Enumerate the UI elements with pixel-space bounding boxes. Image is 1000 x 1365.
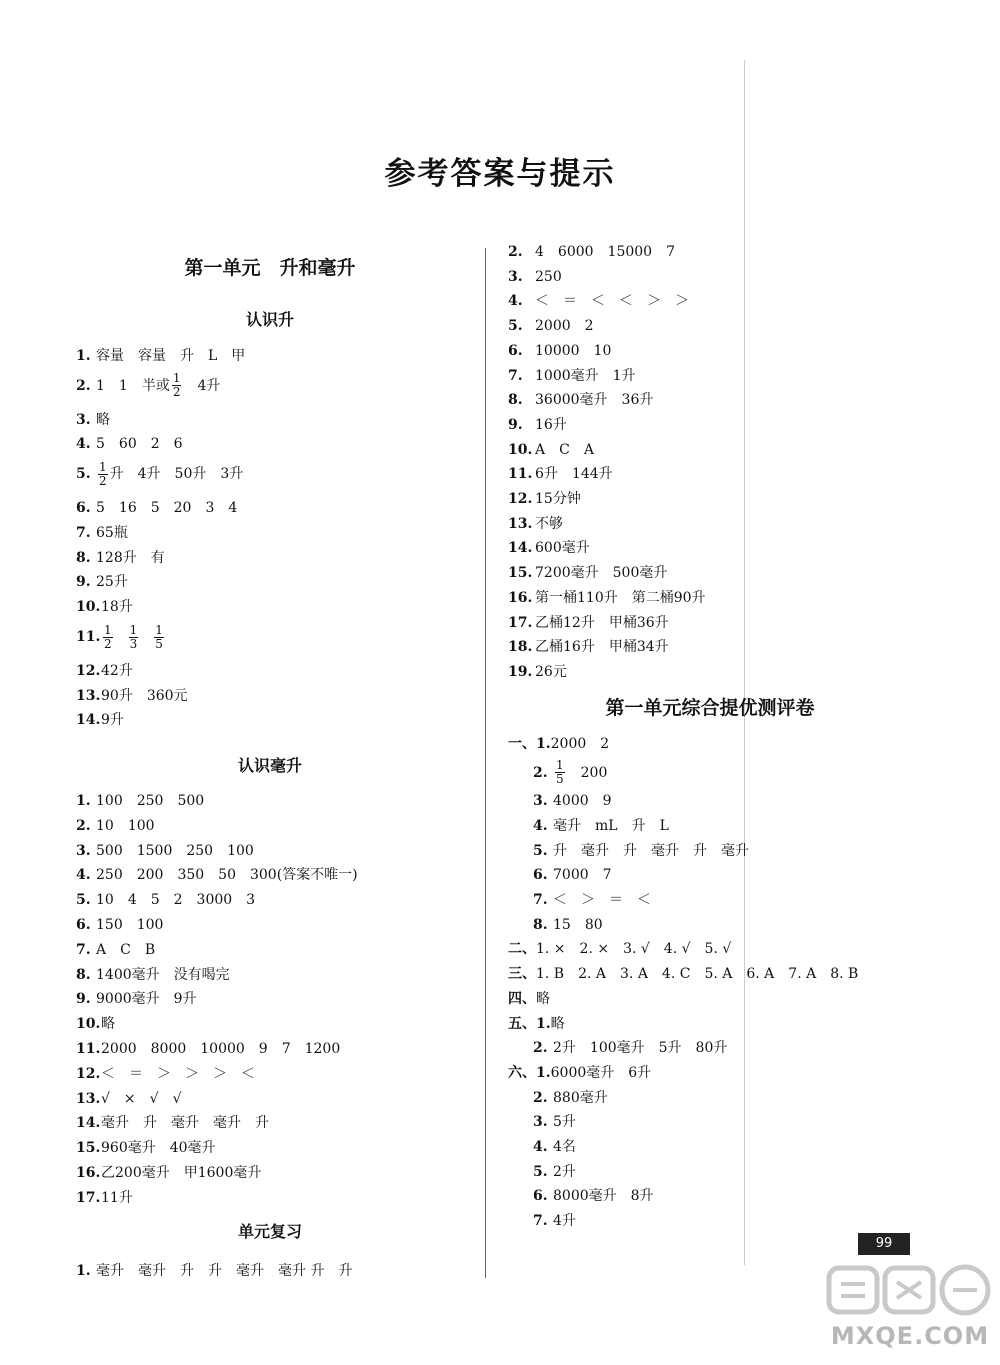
answer-number: 三、 — [508, 966, 536, 983]
answer-text: 9升 — [101, 712, 124, 729]
answer-number: 3. — [76, 842, 91, 859]
answer-item — [76, 841, 254, 861]
answer-number: 9. — [508, 416, 523, 433]
answer-number: 11. — [76, 1041, 101, 1057]
answer-number: 5. — [76, 892, 91, 909]
answer-text: A C B — [96, 941, 156, 958]
answer-number: 16. — [508, 589, 533, 606]
answer-item — [76, 890, 255, 910]
answer-item — [76, 434, 183, 454]
answer-number: 7. — [533, 1213, 548, 1230]
answer-text: 10 4 5 2 3000 3 — [96, 892, 256, 909]
answer-item — [76, 816, 155, 836]
answer-number: 7. — [508, 367, 523, 384]
fraction — [129, 624, 139, 651]
answer-text: 1. × 2. × 3. √ 4. √ 5. √ — [536, 941, 732, 958]
fraction — [154, 624, 164, 651]
answer-item — [508, 637, 669, 657]
answer-number: 6. — [76, 917, 91, 933]
answer-text: 4 6000 15000 7 — [535, 244, 675, 260]
answer-number: 二、 — [508, 941, 536, 958]
answer-number: 10. — [508, 441, 533, 458]
answer-number: 19. — [508, 663, 533, 680]
test-heading: 第一单元综合提优测评卷 — [605, 697, 815, 719]
answer-item — [533, 1162, 576, 1182]
answer-number: 5. — [533, 842, 548, 859]
answer-text: 11升 — [101, 1189, 133, 1206]
answer-number: 2. — [533, 764, 548, 781]
answer-text: 10000 10 — [535, 342, 612, 359]
answer-item — [533, 791, 612, 811]
answer-number: 13. — [76, 1090, 101, 1107]
answer-item — [76, 621, 178, 653]
answer-text: 2升 — [553, 1163, 576, 1180]
fraction-numerator: 1 — [155, 622, 163, 637]
answer-item — [508, 341, 611, 361]
answer-number: 10. — [76, 599, 101, 616]
answer-text: 第一桶110升 第二桶90升 — [535, 589, 706, 606]
answer-item — [508, 989, 550, 1009]
answer-number: 2. — [533, 1089, 548, 1106]
fraction-numerator: 1 — [104, 622, 112, 637]
answer-text: ＜ ＝ ＞ ＞ ＞ ＜ — [101, 1065, 255, 1082]
answer-number: 3. — [76, 411, 91, 428]
answer-text-after: 升 4升 50升 3升 — [109, 466, 244, 483]
answer-item — [76, 791, 204, 811]
answer-item — [533, 890, 651, 910]
answer-number: 2. — [76, 817, 91, 834]
answer-text: 4升 — [553, 1213, 576, 1230]
answer-item — [508, 415, 567, 435]
answer-text: 16升 — [535, 416, 567, 433]
answer-number: 11. — [76, 629, 101, 645]
answer-text: 略 — [550, 1015, 565, 1032]
answer-text: 2000 2 — [550, 736, 610, 752]
answer-item — [508, 734, 609, 754]
answer-item — [76, 572, 128, 592]
answer-number: 5. — [508, 318, 523, 335]
section-heading: 认识升 — [245, 310, 294, 329]
answer-text: 8000毫升 8升 — [553, 1188, 654, 1205]
page-number: 99 — [858, 1233, 910, 1255]
fraction — [98, 461, 108, 488]
answer-text: 毫升 mL 升 L — [553, 817, 669, 834]
watermark-logo — [825, 1262, 995, 1318]
answer-text: 250 — [535, 268, 562, 285]
answer-text-after: 4升 — [183, 377, 221, 394]
answer-text: 15分钟 — [535, 491, 581, 507]
answer-number: 16. — [76, 1165, 101, 1181]
answer-item — [508, 964, 858, 984]
answer-number: 17. — [508, 614, 533, 631]
answer-item — [76, 498, 237, 518]
answer-text: 250 200 350 50 300(答案不唯一) — [96, 867, 358, 884]
answer-text: 10 100 — [96, 817, 155, 834]
answer-text: 乙200毫升 甲1600毫升 — [101, 1165, 262, 1181]
answer-item — [76, 370, 220, 402]
fraction-denominator: 2 — [104, 636, 112, 651]
fraction-numerator: 1 — [172, 371, 181, 386]
answer-item — [508, 440, 594, 460]
answer-item — [76, 686, 188, 706]
fold-line — [744, 60, 745, 1265]
answer-number: 5. — [533, 1163, 548, 1180]
answer-item — [533, 1137, 576, 1157]
answer-item — [508, 588, 706, 608]
answer-item — [76, 1014, 115, 1034]
answer-item — [508, 267, 562, 287]
answer-number: 3. — [508, 268, 523, 285]
answer-text: 5升 — [553, 1114, 576, 1131]
answer-item — [533, 1211, 576, 1231]
answer-item — [533, 1038, 727, 1058]
answer-number: 4. — [76, 867, 91, 884]
answer-item — [508, 366, 636, 386]
answer-item — [76, 1039, 340, 1059]
answer-number: 18. — [508, 639, 533, 656]
answer-text: 1 1 半或 — [96, 377, 170, 394]
answer-item — [508, 662, 567, 682]
answer-item — [76, 940, 155, 960]
answer-text: 2升 100毫升 5升 80升 — [553, 1040, 728, 1057]
answer-number: 12. — [76, 1065, 101, 1082]
answer-number: 6. — [76, 500, 91, 516]
answer-text: 960毫升 40毫升 — [101, 1140, 216, 1157]
answer-text: 5 16 5 20 3 4 — [96, 500, 238, 516]
unit-heading: 第一单元 升和毫升 — [184, 257, 356, 279]
answer-number: 13. — [76, 687, 101, 704]
answer-item — [76, 458, 243, 490]
answer-text: 略 — [96, 411, 110, 428]
answer-number: 2. — [76, 377, 91, 394]
answer-number: 4. — [533, 817, 548, 834]
answer-item — [76, 1188, 133, 1208]
answer-item — [76, 1113, 269, 1133]
answer-text: 26元 — [535, 663, 567, 680]
answer-number: 4. — [508, 293, 523, 310]
page-title: 参考答案与提示 — [384, 156, 616, 192]
answer-number: 2. — [508, 244, 523, 260]
answer-text: 1. B 2. A 3. A 4. C 5. A 6. A 7. A 8. B — [536, 966, 859, 983]
answer-item — [508, 390, 653, 410]
answer-item — [76, 865, 358, 885]
answer-number: 14. — [508, 540, 533, 557]
answer-number: 15. — [76, 1140, 101, 1157]
answer-item — [533, 841, 749, 861]
answer-item — [508, 316, 594, 336]
fraction-denominator: 5 — [556, 772, 564, 787]
answer-number: 4. — [76, 436, 91, 453]
answer-number: 15. — [508, 565, 533, 582]
answer-number: 9. — [76, 991, 91, 1008]
answer-item — [76, 1089, 182, 1109]
answer-number: 1. — [76, 1263, 91, 1279]
fraction — [103, 624, 113, 651]
answer-text: 4000 9 — [553, 793, 612, 810]
answer-text: 90升 360元 — [101, 687, 188, 704]
column-divider — [485, 248, 486, 1278]
answer-number: 8. — [76, 549, 91, 566]
answer-item — [76, 661, 133, 681]
answer-item — [76, 1163, 261, 1183]
answer-item — [76, 710, 124, 730]
watermark-url: MXQE.COM — [830, 1322, 990, 1350]
answer-text: 150 100 — [96, 917, 164, 933]
answer-item — [533, 1088, 608, 1108]
answer-text: 100 250 500 — [96, 793, 205, 809]
answer-number: 5. — [76, 466, 91, 483]
answer-item — [508, 1063, 651, 1083]
answer-number: 2. — [533, 1040, 548, 1057]
answer-number: 8. — [508, 392, 523, 409]
answer-item — [76, 965, 230, 985]
answer-number: 五、1. — [508, 1015, 551, 1032]
answer-number: 6. — [533, 867, 548, 884]
answer-text: 36000毫升 36升 — [535, 392, 654, 409]
answer-text: 容量 容量 升 L 甲 — [96, 348, 246, 364]
answer-number: 12. — [76, 662, 101, 679]
answer-item — [508, 613, 669, 633]
answer-text: 128升 有 — [96, 549, 165, 566]
answer-item — [533, 757, 607, 789]
fraction — [172, 372, 182, 399]
answer-text: A C A — [535, 441, 594, 458]
watermark — [825, 1262, 995, 1362]
answer-number: 9. — [76, 574, 91, 591]
answer-text: 乙桶16升 甲桶34升 — [535, 639, 669, 656]
answer-number: 14. — [76, 712, 101, 729]
answer-text: 2000 8000 10000 9 7 1200 — [101, 1041, 341, 1057]
answer-text: 25升 — [96, 574, 128, 591]
answer-text: 18升 — [101, 599, 133, 616]
answer-text: 5 60 2 6 — [96, 436, 183, 453]
answer-text: 略 — [536, 990, 550, 1007]
answer-number: 7. — [76, 941, 91, 958]
fraction-denominator: 2 — [99, 473, 107, 488]
answer-text: 毫升 毫升 升 升 毫升 毫升 升 升 — [96, 1263, 353, 1279]
answer-text: 42升 — [101, 662, 133, 679]
answer-number: 4. — [533, 1139, 548, 1155]
answer-text: 6升 144升 — [535, 466, 613, 483]
answer-text: 880毫升 — [553, 1089, 608, 1106]
answer-text: 1000毫升 1升 — [535, 367, 636, 384]
answer-number: 12. — [508, 491, 533, 507]
answer-item — [533, 1186, 654, 1206]
answer-number: 8. — [76, 966, 91, 983]
answer-number: 6. — [508, 342, 523, 359]
answer-item — [533, 1112, 576, 1132]
answer-text: 4名 — [553, 1139, 576, 1155]
fraction-denominator: 3 — [129, 636, 138, 651]
answer-number: 17. — [76, 1189, 101, 1206]
answer-text: 600毫升 — [535, 540, 590, 557]
answer-text: √ × √ √ — [101, 1090, 182, 1107]
answer-item — [533, 915, 603, 935]
answer-number: 1. — [76, 348, 91, 364]
answer-item — [508, 1014, 565, 1034]
answer-text: 毫升 升 毫升 毫升 升 — [101, 1115, 269, 1132]
answer-text: 2000 2 — [535, 318, 594, 335]
answer-item — [76, 915, 163, 935]
answer-number: 10. — [76, 1016, 101, 1033]
answer-text: 7200毫升 500毫升 — [535, 565, 668, 582]
answer-item — [508, 538, 590, 558]
answer-text: 6000毫升 6升 — [550, 1064, 652, 1081]
answer-item — [508, 242, 675, 262]
answer-number: 6. — [533, 1188, 548, 1205]
answer-number: 一、1. — [508, 736, 551, 752]
answer-text: 65瓶 — [96, 524, 128, 541]
answer-number: 3. — [533, 1114, 548, 1131]
answer-text: ＜ ＝ ＜ ＜ ＞ ＞ — [535, 293, 689, 310]
answer-number: 11. — [508, 466, 533, 483]
answer-item — [76, 346, 245, 366]
answer-item — [76, 1138, 216, 1158]
answer-item — [533, 816, 669, 836]
section-heading: 单元复习 — [237, 1222, 302, 1241]
answer-item — [76, 1064, 255, 1084]
fraction-numerator: 1 — [556, 758, 564, 773]
answer-item — [76, 597, 133, 617]
answer-text: 升 毫升 升 毫升 升 毫升 — [553, 842, 749, 859]
answer-item — [508, 514, 563, 534]
answer-number: 1. — [76, 793, 91, 809]
answer-text-after: 200 — [566, 764, 608, 781]
answer-text: 7000 7 — [553, 867, 612, 884]
answer-number: 8. — [533, 916, 548, 933]
answer-item — [508, 489, 581, 509]
answer-text: 9000毫升 9升 — [96, 991, 197, 1008]
answer-text: ＜ ＞ ＝ ＜ — [553, 892, 651, 908]
answer-item — [76, 410, 110, 430]
answer-item — [76, 1261, 352, 1281]
answer-item — [508, 464, 613, 484]
answer-item — [508, 939, 731, 959]
answer-text: 乙桶12升 甲桶36升 — [535, 614, 669, 631]
answer-number: 14. — [76, 1115, 101, 1132]
fraction-denominator: 2 — [172, 385, 181, 400]
answer-text: 不够 — [535, 515, 563, 532]
answer-number: 7. — [76, 524, 91, 541]
answer-item — [508, 291, 689, 311]
fraction — [555, 759, 565, 786]
answer-item — [508, 563, 667, 583]
answer-number: 3. — [533, 793, 548, 810]
answer-item — [76, 523, 128, 543]
fraction-numerator: 1 — [99, 459, 107, 474]
answer-text: 15 80 — [553, 916, 603, 933]
answer-text: 1400毫升 没有喝完 — [96, 966, 230, 983]
answer-text: 略 — [101, 1016, 115, 1033]
answer-text: 500 1500 250 100 — [96, 842, 254, 859]
answer-item — [76, 548, 165, 568]
answer-number: 13. — [508, 515, 533, 532]
section-heading: 认识毫升 — [237, 756, 302, 775]
answer-number: 7. — [533, 892, 548, 908]
fraction-denominator: 5 — [155, 636, 163, 651]
fraction-numerator: 1 — [129, 622, 138, 637]
answer-number: 四、 — [508, 990, 536, 1007]
answer-number: 六、1. — [508, 1064, 551, 1081]
answer-item — [76, 989, 197, 1009]
answer-item — [533, 865, 612, 885]
